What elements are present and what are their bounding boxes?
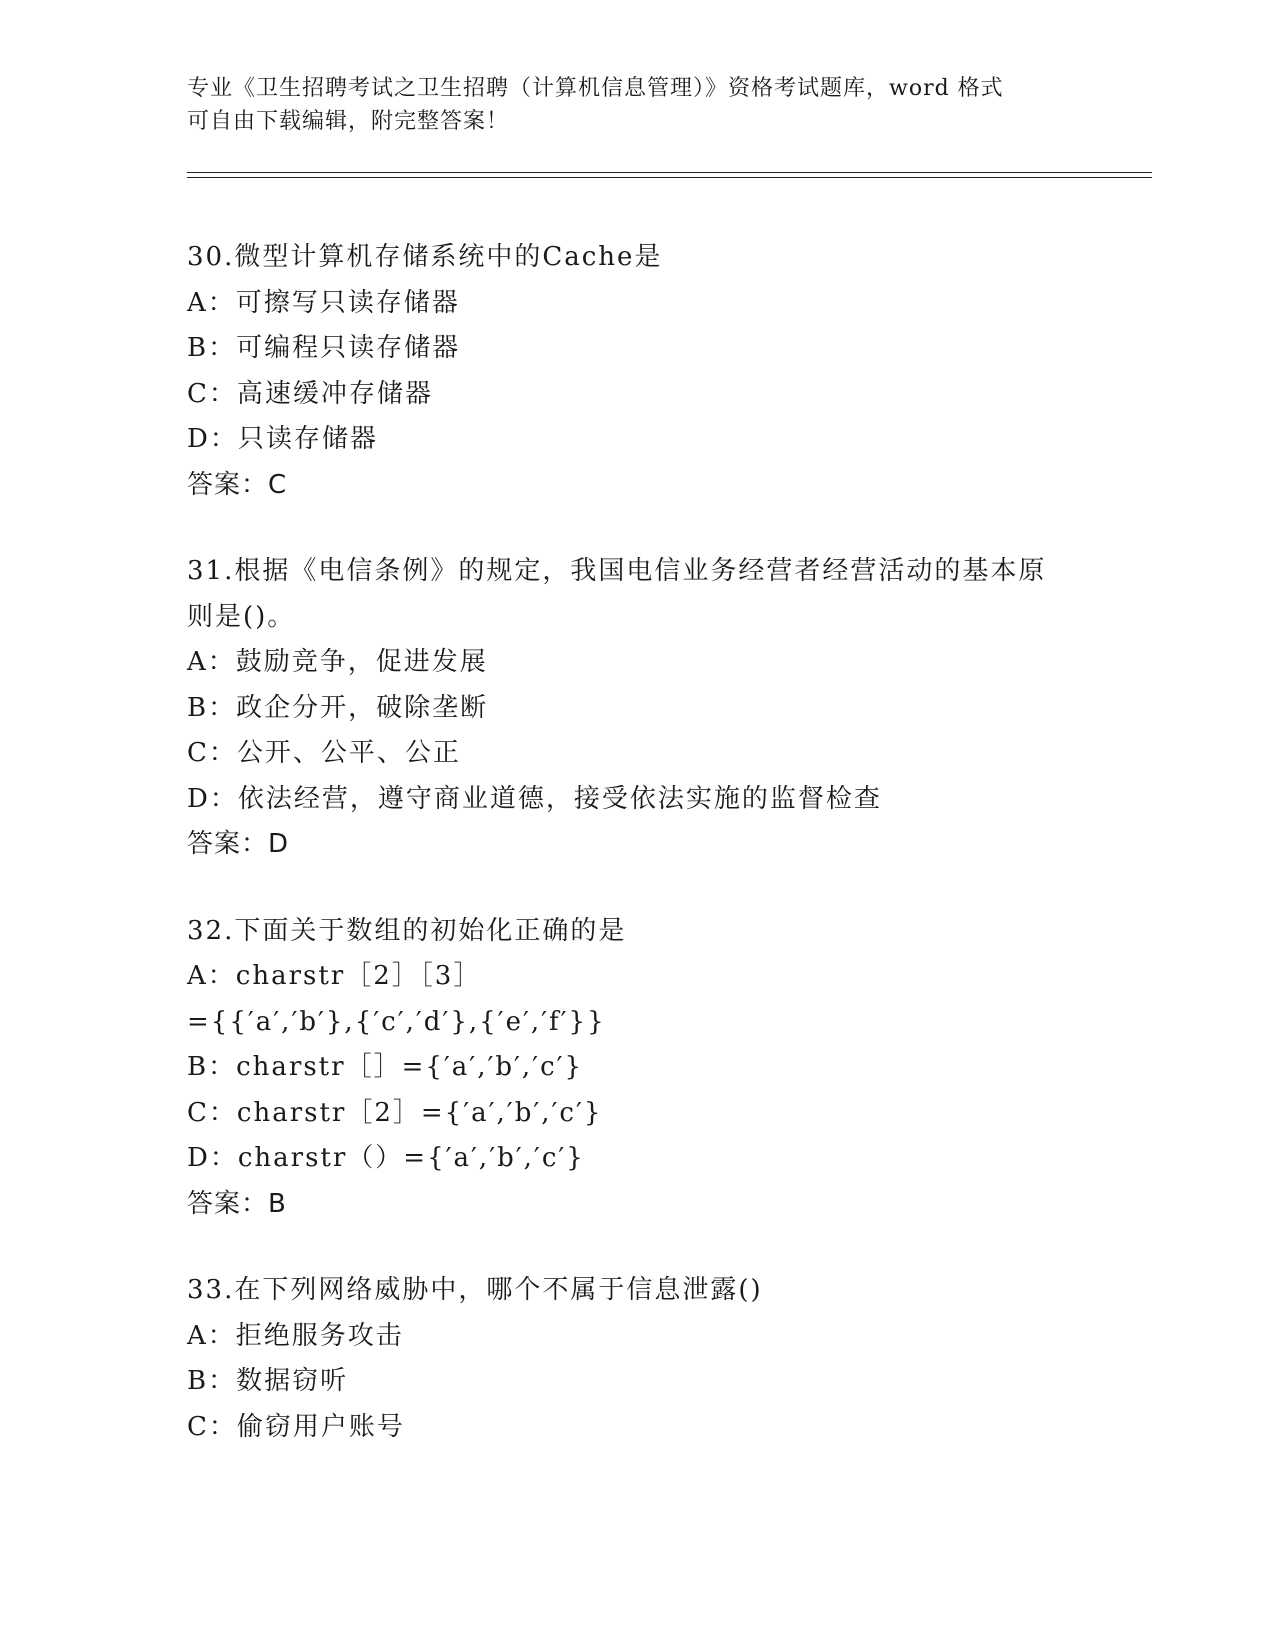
option-a-continued: ={{′a′,′b′},{′c′,′d′},{′e′,′f′}} xyxy=(187,1006,606,1037)
option-d: D：依法经营，遵守商业道德，接受依法实施的监督检查 xyxy=(187,783,882,814)
question-stem: 33.在下列网络威胁中，哪个不属于信息泄露() xyxy=(187,1275,763,1305)
question-30 xyxy=(187,235,1087,508)
header-line-2: 可自由下载编辑，附完整答案！ xyxy=(187,109,510,134)
header-rule-top xyxy=(187,172,1152,173)
option-c: C：公开、公平、公正 xyxy=(187,738,461,768)
option-c: C：charstr［2］={′a′,′b′,′c′} xyxy=(187,1097,603,1128)
option-c: C：偷窃用户账号 xyxy=(187,1411,405,1442)
option-a: A：charstr［2］［3］ xyxy=(187,961,482,991)
option-a: A：可擦写只读存储器 xyxy=(187,287,460,318)
question-33 xyxy=(187,1268,1087,1450)
option-d: D：只读存储器 xyxy=(187,424,378,454)
option-b: B：政企分开，破除垄断 xyxy=(187,692,489,723)
header-line-1: 专业《卫生招聘考试之卫生招聘（计算机信息管理）》资格考试题库，word 格式 xyxy=(187,76,1004,101)
option-b: B：charstr［］={′a′,′b′,′c′} xyxy=(187,1052,584,1082)
question-32 xyxy=(187,909,1087,1228)
option-b: B：可编程只读存储器 xyxy=(187,333,461,363)
option-c: C：高速缓冲存储器 xyxy=(187,378,433,409)
answer-line: 答案：B xyxy=(187,1188,287,1219)
option-d: D：charstr（）={′a′,′b′,′c′} xyxy=(187,1143,585,1173)
question-stem: 32.下面关于数组的初始化正确的是 xyxy=(187,915,627,946)
question-stem-continued: 则是()。 xyxy=(187,601,296,632)
answer-line: 答案：D xyxy=(187,829,290,859)
question-stem: 30.微型计算机存储系统中的Cache是 xyxy=(187,242,663,272)
option-a: A：鼓励竞争，促进发展 xyxy=(187,647,488,677)
option-b: B：数据窃听 xyxy=(187,1366,349,1396)
question-stem: 31.根据《电信条例》的规定，我国电信业务经营者经营活动的基本原 xyxy=(187,556,1047,586)
question-list xyxy=(187,235,1087,1491)
document-header xyxy=(187,72,1067,138)
option-a: A：拒绝服务攻击 xyxy=(187,1320,404,1351)
question-31 xyxy=(187,549,1087,868)
header-rule-bottom xyxy=(187,177,1152,178)
answer-line: 答案：C xyxy=(187,469,288,500)
